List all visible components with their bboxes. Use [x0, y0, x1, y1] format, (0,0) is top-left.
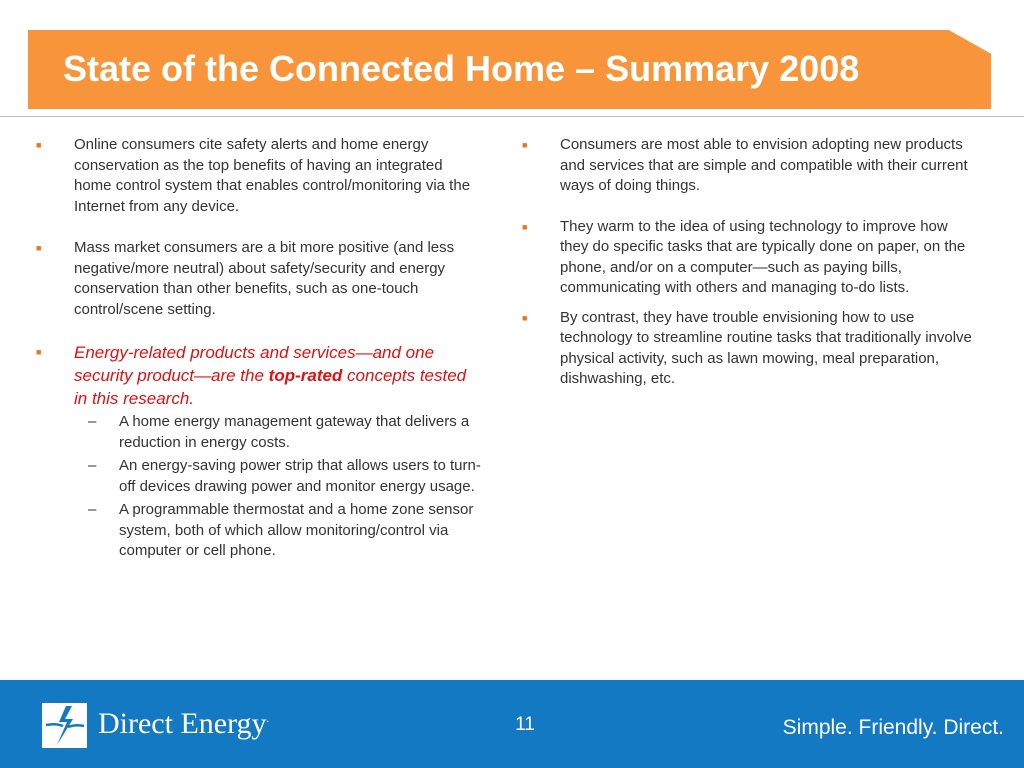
- dash-bullet-icon: –: [88, 457, 97, 474]
- sub-item: – A home energy management gateway that delivers a reduction in energy costs.: [88, 413, 470, 451]
- direct-energy-logo-icon: [42, 703, 87, 748]
- sub-item: – A programmable thermostat and a home zone sensor system, both of which allow monitoring/control via computer or cell phone.: [88, 501, 474, 559]
- dash-bullet-icon: –: [88, 413, 97, 430]
- bullet-item: ■ They warm to the idea of using technology to improve how they do specific tasks that are typically done on paper, on the phone, and/or on a computer—such as paying bills, communicating with others and managing to-do lists.: [522, 217, 966, 296]
- square-bullet-icon: ■: [522, 140, 528, 150]
- bullet-item: ■ Consumers are most able to envision adopting new products and services that are simple and compatible with their current ways of doing things.: [522, 136, 968, 194]
- square-bullet-icon: ■: [522, 221, 528, 232]
- slide-title: State of the Connected Home – Summary 2008: [63, 48, 860, 89]
- left-column: [36, 135, 481, 565]
- square-bullet-icon: ■: [36, 347, 42, 357]
- highlight-text-after: concepts tested in this research.: [74, 366, 467, 408]
- square-bullet-icon: ■: [522, 312, 528, 323]
- dash-bullet-icon: –: [88, 501, 97, 518]
- square-bullet-icon: ■: [36, 243, 42, 253]
- bullet-item: ■ Online consumers cite safety alerts and home energy conservation as the top benefits of having an integrated home control system that enables control/monitoring via the Internet from any device.: [36, 136, 471, 215]
- tagline: Simple. Friendly. Direct.: [782, 716, 1004, 739]
- bullet-item: ■ Mass market consumers are a bit more positive (and less negative/more neutral) about safety/security and energy conservation than other benefits, such as one-touch control/scene setting.: [36, 239, 455, 318]
- bullet-item: ■ By contrast, they have trouble envisioning how to use technology to streamline routine tasks that traditionally involve physical activity, such as lawn mowing, meal preparation, dishwashing, etc.: [522, 308, 972, 387]
- page-number: 11: [515, 714, 535, 735]
- sub-item: – An energy-saving power strip that allows users to turn-off devices drawing power and monitor energy usage.: [88, 457, 481, 495]
- divider: [0, 116, 1024, 117]
- highlight-text-before: Energy-related products and services—and one security product—are the: [74, 343, 435, 385]
- highlight-bold: top-rated: [268, 366, 343, 385]
- logo-wordmark: Direct Energy.: [98, 707, 270, 740]
- right-column: [522, 135, 972, 410]
- highlight-bullet: [36, 341, 481, 410]
- square-bullet-icon: ■: [36, 140, 42, 150]
